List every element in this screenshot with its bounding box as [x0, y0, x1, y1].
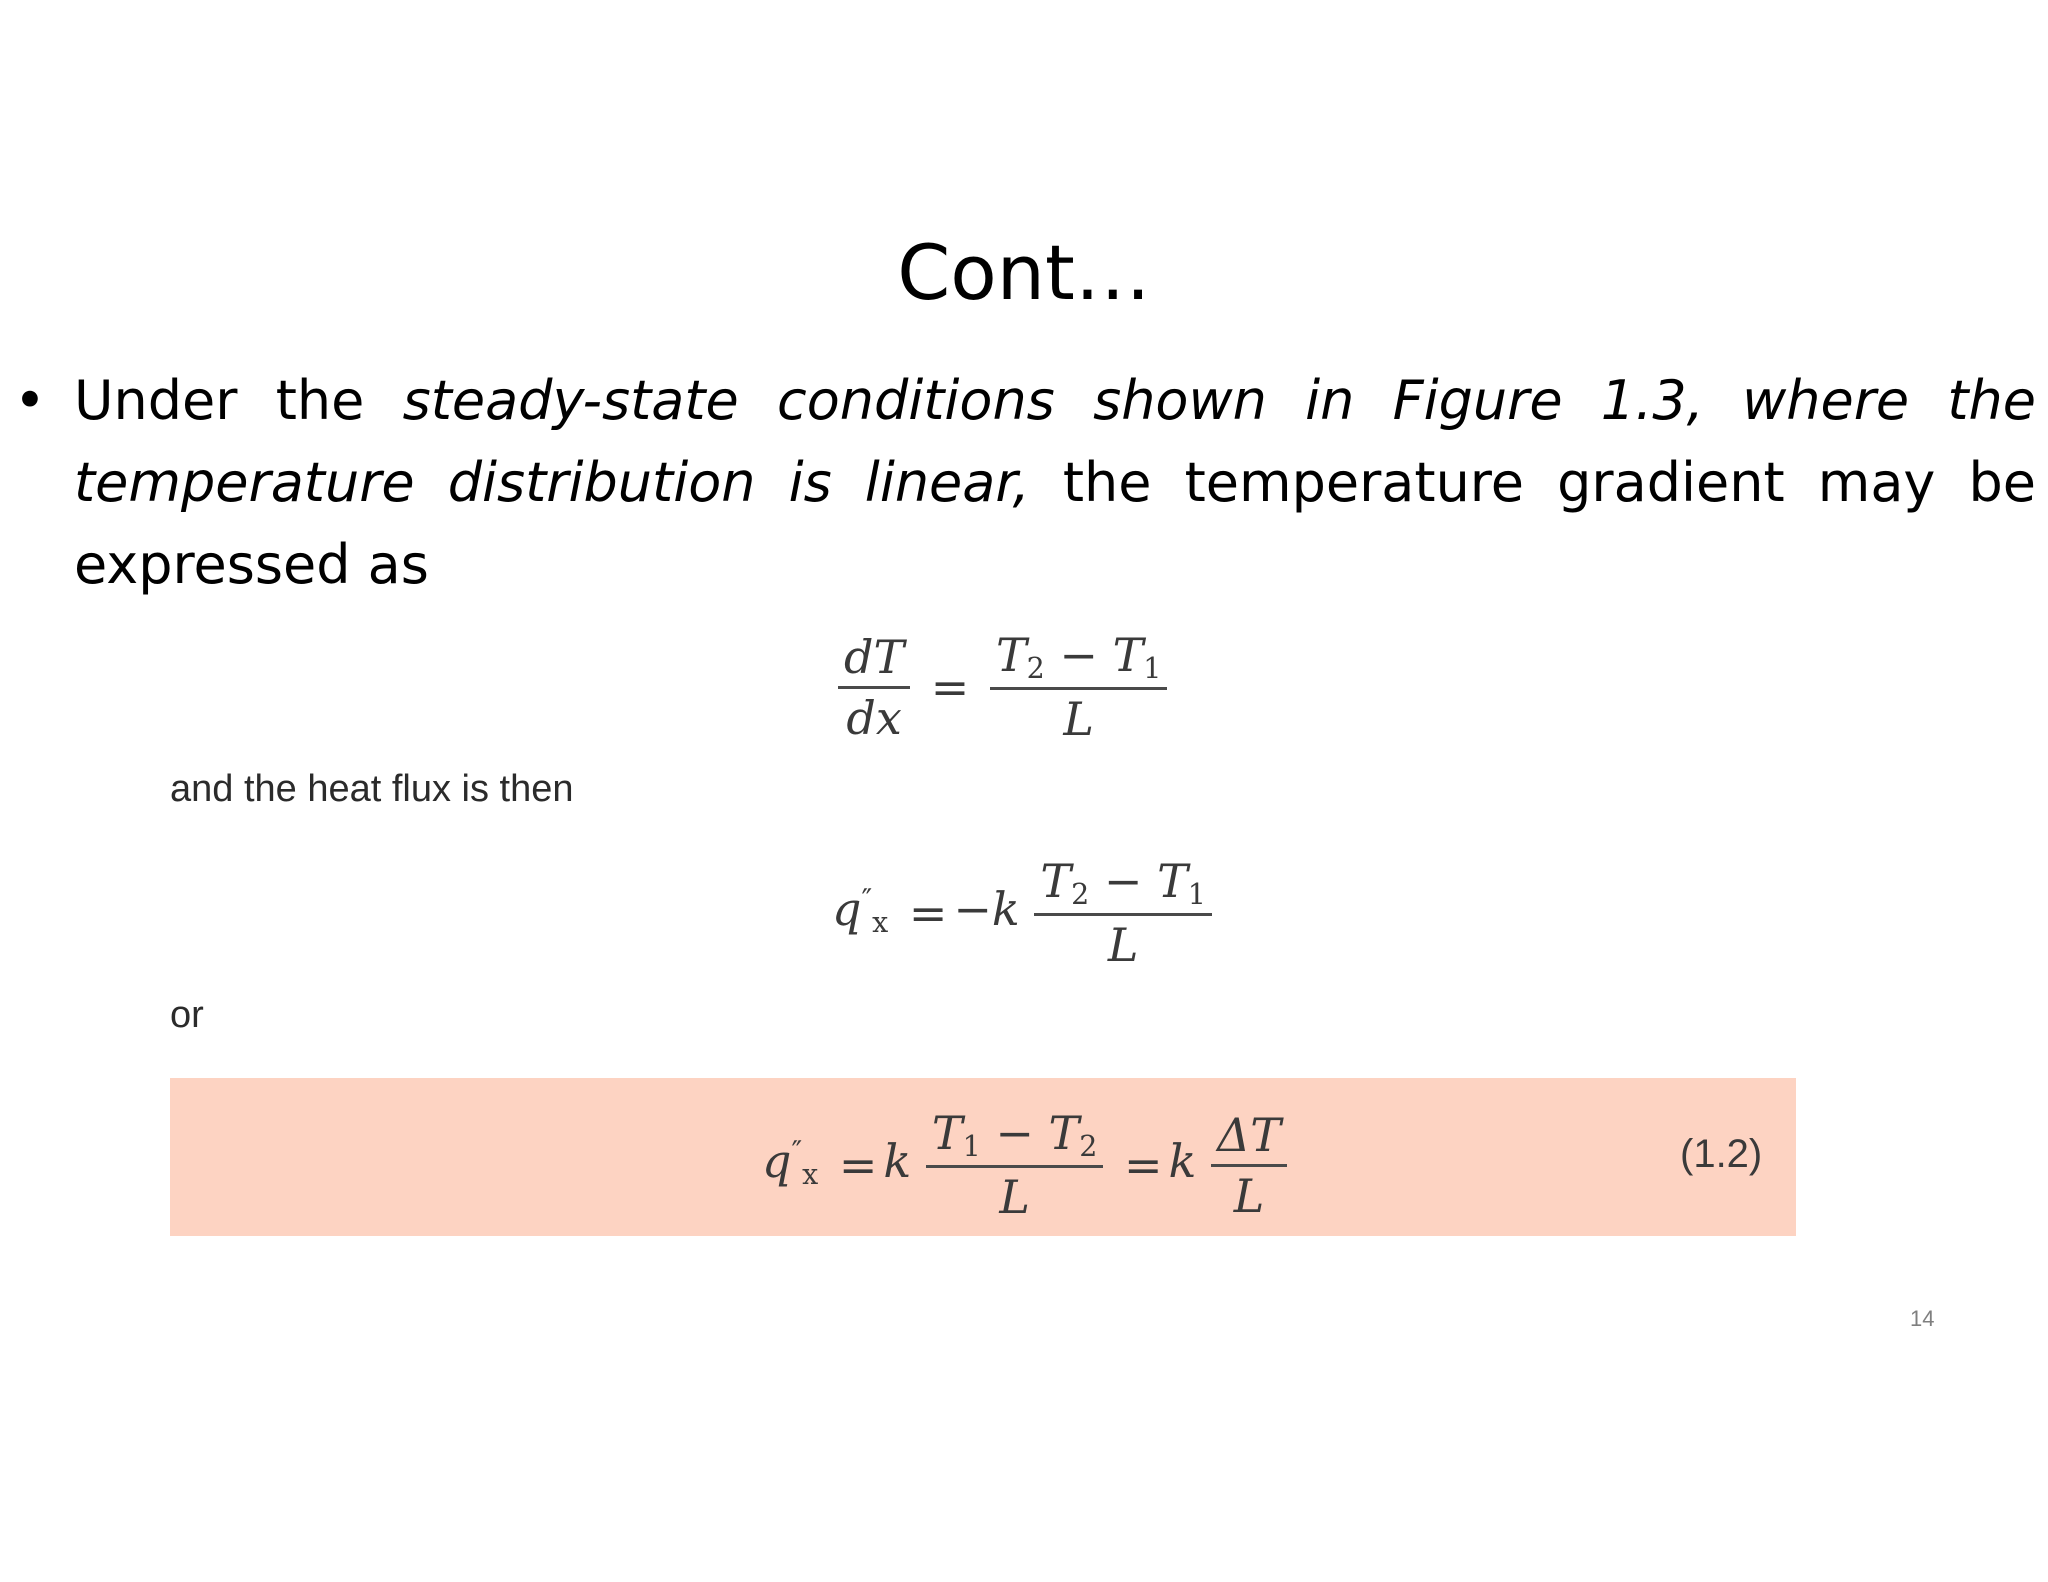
slide-title: Cont…	[897, 228, 1151, 317]
fraction-temperature-difference	[990, 628, 1167, 746]
coefficient-k: k	[883, 1134, 912, 1189]
symbol-q: q	[762, 1134, 792, 1189]
symbol-T: T	[995, 628, 1027, 682]
fraction-temperature-difference	[926, 1106, 1103, 1224]
fraction-numerator	[990, 628, 1167, 690]
equation-number: (1.2)	[1680, 1132, 1763, 1176]
fraction-denominator: L	[999, 1170, 1030, 1225]
equals-sign: =	[838, 1138, 878, 1193]
fraction-numerator: dT	[838, 630, 910, 689]
fraction-denominator: L	[1107, 918, 1139, 973]
minus-sign: −	[995, 1106, 1034, 1160]
subscript: 2	[1079, 1130, 1098, 1164]
fraction-numerator: ΔT	[1211, 1108, 1287, 1167]
symbol-T: T	[1112, 628, 1144, 682]
fraction-temperature-difference	[1034, 854, 1211, 972]
bullet-text	[74, 360, 2036, 606]
fraction-delta-t	[1211, 1108, 1287, 1223]
page-number: 14	[1910, 1306, 1935, 1331]
fraction-denominator: L	[1233, 1168, 1265, 1223]
fraction-denominator: L	[1063, 692, 1094, 747]
minus-sign: −	[1103, 854, 1143, 908]
symbol-T: T	[931, 1106, 963, 1160]
symbol-T: T	[1040, 854, 1072, 908]
subscript: 2	[1071, 878, 1090, 912]
bullet-marker: •	[14, 369, 46, 432]
subscript-x: x	[802, 1158, 819, 1192]
subscript: 1	[1143, 652, 1162, 686]
bullet-text-part1: Under the	[74, 369, 403, 432]
equals-sign: =	[908, 886, 948, 941]
fraction-denominator: dx	[846, 690, 902, 745]
fraction-numerator	[1034, 854, 1211, 916]
equals-sign: =	[1123, 1138, 1163, 1193]
symbol-T: T	[1048, 1106, 1080, 1160]
superscript-double-prime: ″	[861, 883, 873, 917]
equation-heat-flux	[832, 854, 1212, 972]
text-or: or	[170, 994, 204, 1036]
subscript: 1	[1187, 878, 1206, 912]
subscript-x: x	[872, 906, 889, 940]
equals-sign: =	[930, 660, 970, 715]
superscript-double-prime: ″	[791, 1135, 803, 1169]
bullet-text-italic: steady-state conditions shown in Figure 1.3, where the temperature distribution is linear,	[74, 369, 2036, 514]
bullet-text-part2: the temperature gradient may be expressed as	[74, 451, 2036, 596]
coefficient-k: k	[1168, 1134, 1197, 1189]
subscript: 1	[962, 1130, 981, 1164]
fraction-dT-dx	[838, 630, 910, 745]
minus-sign: −	[1059, 628, 1098, 682]
text-heat-flux: and the heat flux is then	[170, 768, 574, 810]
fraction-numerator	[926, 1106, 1103, 1168]
equation-fourier-law	[762, 1106, 1287, 1224]
symbol-q: q	[832, 882, 862, 937]
symbol-T: T	[1157, 854, 1188, 908]
subscript: 2	[1026, 652, 1045, 686]
equation-temperature-gradient	[838, 628, 1167, 746]
coefficient: −k	[953, 882, 1020, 937]
